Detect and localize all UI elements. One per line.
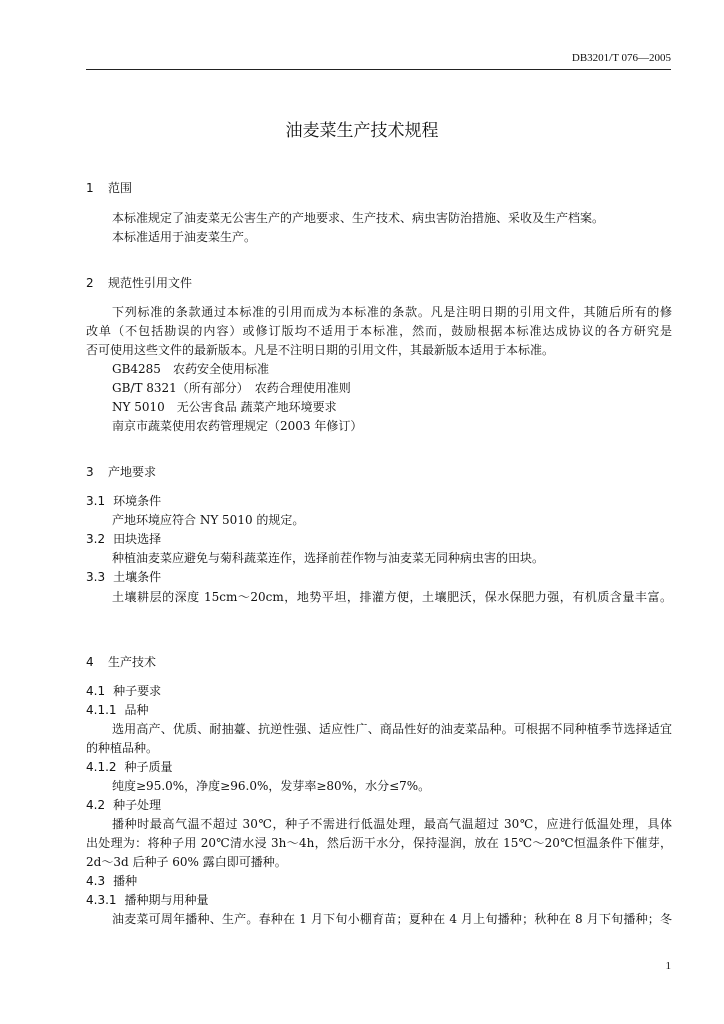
paragraph: 本标准规定了油麦菜无公害生产的产地要求、生产技术、病虫害防治措施、采收及生产档案。 xyxy=(112,211,605,225)
section-title: 规范性引用文件 xyxy=(108,276,193,290)
subsection-number: 4.1.1 xyxy=(86,703,117,717)
header-rule xyxy=(86,69,671,70)
subsection-number: 4.1.2 xyxy=(86,760,117,774)
subsection-title: 种子处理 xyxy=(113,798,162,812)
section-number: 1 xyxy=(86,181,94,195)
subsection-heading-4-3 xyxy=(86,874,137,888)
paragraph-line: 播种时最高气温不超过 30℃，种子不需进行低温处理，最高气温超过 30℃，应进行低温处理，具体 xyxy=(112,817,672,831)
subsection-title: 土壤条件 xyxy=(113,570,162,584)
paragraph-line: 油麦菜可周年播种、生产。春种在 1 月下旬小棚育苗；夏种在 4 月上旬播种；秋种在 8 月下旬播种；冬 xyxy=(112,912,672,926)
subsection-heading-4-2 xyxy=(86,798,161,812)
subsection-title: 种子要求 xyxy=(113,684,162,698)
section-heading-3 xyxy=(86,465,156,479)
paragraph: 土壤耕层的深度 15cm～20cm，地势平坦，排灌方便，土壤肥沃，保水保肥力强，有机质含量丰富。 xyxy=(112,590,672,604)
paragraph: 纯度≥95.0%，净度≥96.0%，发芽率≥80%，水分≤7%。 xyxy=(112,779,431,793)
subsection-heading-4-3-1 xyxy=(86,893,209,907)
reference-item: GB/T 8321（所有部分） 农药合理使用准则 xyxy=(112,381,351,395)
subsection-number: 4.2 xyxy=(86,798,106,812)
subsection-heading-3-2 xyxy=(86,532,161,546)
paragraph-line: 选用高产、优质、耐抽薹、抗逆性强、适应性广、商品性好的油麦菜品种。可根据不同种植季节选择适宜 xyxy=(112,722,672,736)
subsection-title: 田块选择 xyxy=(113,532,162,546)
reference-item: NY 5010 无公害食品 蔬菜产地环境要求 xyxy=(112,400,337,414)
section-number: 4 xyxy=(86,655,94,669)
subsection-title: 播种 xyxy=(113,874,138,888)
section-heading-4 xyxy=(86,655,156,669)
subsection-title: 环境条件 xyxy=(113,494,162,508)
paragraph: 种植油麦菜应避免与菊科蔬菜连作，选择前茬作物与油麦菜无同种病虫害的田块。 xyxy=(112,551,545,565)
section-title: 产地要求 xyxy=(108,465,157,479)
subsection-heading-4-1-1 xyxy=(86,703,149,717)
paragraph-line: 改单（不包括勘误的内容）或修订版均不适用于本标准，然而，鼓励根据本标准达成协议的各方研究是 xyxy=(86,324,672,338)
document-code: DB3201/T 076—2005 xyxy=(571,52,671,64)
subsection-number: 3.3 xyxy=(86,570,106,584)
paragraph-line: 否可使用这些文件的最新版本。凡是不注明日期的引用文件，其最新版本适用于本标准。 xyxy=(86,343,555,357)
reference-item: 南京市蔬菜使用农药管理规定（2003 年修订） xyxy=(112,419,363,433)
document-title: 油麦菜生产技术规程 xyxy=(285,121,439,141)
section-number: 3 xyxy=(86,465,94,479)
subsection-number: 4.3.1 xyxy=(86,893,117,907)
subsection-heading-3-3 xyxy=(86,570,161,584)
section-number: 2 xyxy=(86,276,94,290)
subsection-number: 3.1 xyxy=(86,494,106,508)
paragraph: 本标准适用于油麦菜生产。 xyxy=(112,230,257,244)
subsection-number: 4.1 xyxy=(86,684,106,698)
paragraph-line: 2d～3d 后种子 60% 露白即可播种。 xyxy=(86,855,287,869)
subsection-title: 播种期与用种量 xyxy=(124,893,209,907)
paragraph-line: 的种植品种。 xyxy=(86,741,159,755)
section-title: 范围 xyxy=(108,181,133,195)
paragraph-line: 下列标准的条款通过本标准的引用而成为本标准的条款。凡是注明日期的引用文件，其随后所有的修 xyxy=(112,305,672,319)
section-heading-1 xyxy=(86,181,132,195)
subsection-title: 种子质量 xyxy=(124,760,173,774)
section-title: 生产技术 xyxy=(108,655,157,669)
page-number: 1 xyxy=(665,960,671,972)
paragraph: 产地环境应符合 NY 5010 的规定。 xyxy=(112,513,305,527)
subsection-heading-3-1 xyxy=(86,494,161,508)
subsection-heading-4-1 xyxy=(86,684,161,698)
subsection-number: 4.3 xyxy=(86,874,106,888)
paragraph-line: 出处理为：将种子用 20℃清水浸 3h～4h，然后沥干水分，保持湿润，放在 15℃～20℃恒温条件下催芽， xyxy=(86,836,672,850)
subsection-title: 品种 xyxy=(124,703,149,717)
section-heading-2 xyxy=(86,276,192,290)
subsection-number: 3.2 xyxy=(86,532,106,546)
reference-item: GB4285 农药安全使用标准 xyxy=(112,362,269,376)
subsection-heading-4-1-2 xyxy=(86,760,173,774)
